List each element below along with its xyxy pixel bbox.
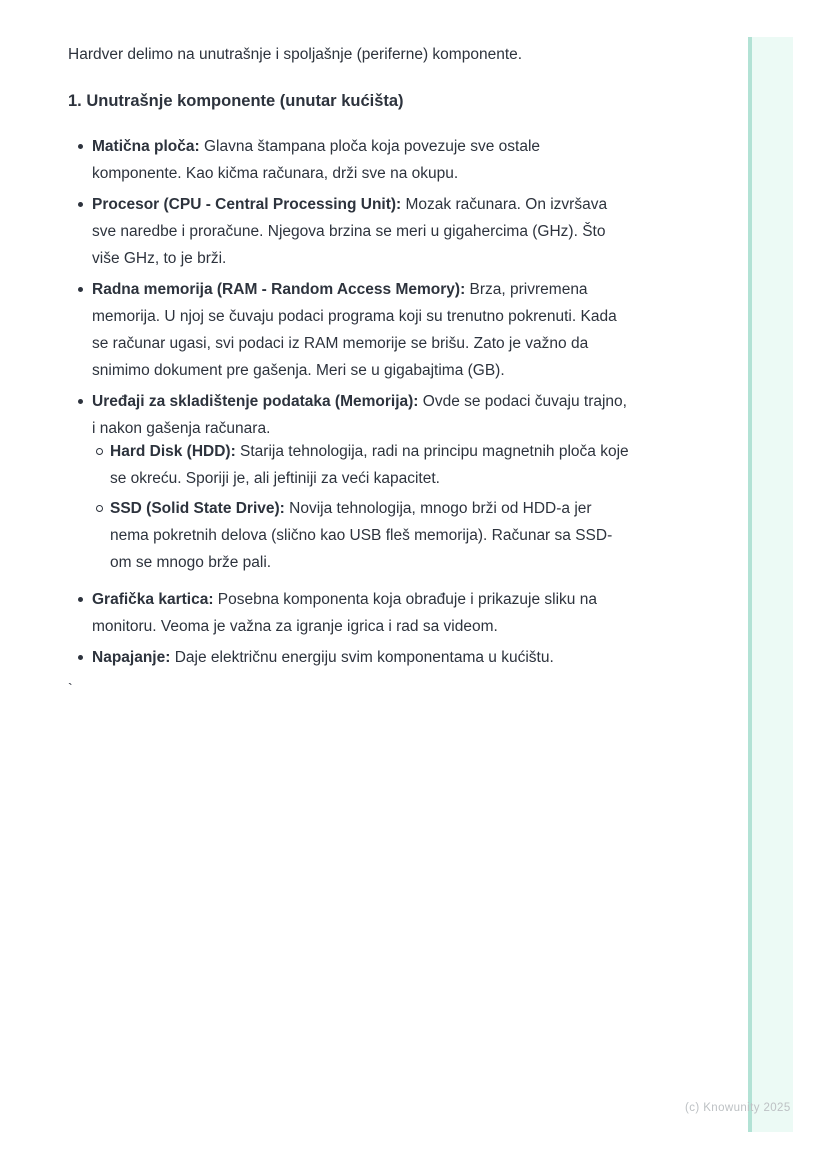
list-item-label: Radna memorija (RAM - Random Access Memory):	[92, 281, 466, 298]
bullet-icon	[78, 597, 83, 602]
bullet-icon	[78, 655, 83, 660]
list-item-label: Napajanje:	[92, 649, 171, 666]
list-item: Procesor (CPU - Central Processing Unit): Mozak računara. On izvršava sve naredbe i proračune. Njegova brzina se meri u gigahercima (GHz). Što više GHz, to je brži.	[68, 191, 630, 272]
component-list	[68, 133, 630, 671]
bullet-icon	[78, 202, 83, 207]
circle-bullet-icon	[96, 448, 103, 455]
list-item-label: Grafička kartica:	[92, 591, 214, 608]
circle-bullet-icon	[96, 505, 103, 512]
sub-list-item: SSD (Solid State Drive): Novija tehnologija, mnogo brži od HDD-a jer nema pokretnih delova (slično kao USB fleš memorija). Računar sa SSD-om se mnogo brže pali.	[68, 495, 630, 576]
watermark-text: (c) Knowunity 2025	[685, 1102, 791, 1114]
list-item-label: Matična ploča:	[92, 138, 200, 155]
decorative-side-stripe	[748, 37, 793, 1132]
list-item: Grafička kartica: Posebna komponenta koja obrađuje i prikazuje sliku na monitoru. Veoma je važna za igranje igrica i rad sa videom.	[68, 586, 630, 640]
list-item: Radna memorija (RAM - Random Access Memory): Brza, privremena memorija. U njoj se čuvaju podaci programa koji su trenutno pokrenuti. Kada se računar ugasi, svi podaci iz RAM memorije se brišu. Zato je važno da snimimo dokument pre gašenja. Meri se u gigabajtima (GB).	[68, 276, 630, 384]
sub-list-item-label: SSD (Solid State Drive):	[110, 500, 285, 517]
stray-backtick: `	[68, 680, 73, 696]
list-item-label: Procesor (CPU - Central Processing Unit):	[92, 196, 402, 213]
sub-list-item: Hard Disk (HDD): Starija tehnologija, radi na principu magnetnih ploča koje se okreću. Sporiji je, ali jeftiniji za veći kapacitet.	[68, 438, 630, 492]
section-heading: 1. Unutrašnje komponente (unutar kućišta)	[68, 92, 404, 110]
bullet-icon	[78, 287, 83, 292]
bullet-icon	[78, 399, 83, 404]
list-item: Matična ploča: Glavna štampana ploča koja povezuje sve ostale komponente. Kao kičma računara, drži sve na okupu.	[68, 133, 630, 187]
document-content	[68, 44, 630, 696]
sub-list-item-label: Hard Disk (HDD):	[110, 443, 236, 460]
list-item-label: Uređaji za skladištenje podataka (Memorija):	[92, 393, 419, 410]
bullet-icon	[78, 144, 83, 149]
list-item: Napajanje: Daje električnu energiju svim komponentama u kućištu.	[68, 644, 630, 671]
sub-list	[68, 438, 630, 576]
list-item: Uređaji za skladištenje podataka (Memorija): Ovde se podaci čuvaju trajno, i nakon gašenja računara.	[68, 388, 630, 442]
intro-paragraph: Hardver delimo na unutrašnje i spoljašnje (periferne) komponente.	[68, 46, 523, 63]
